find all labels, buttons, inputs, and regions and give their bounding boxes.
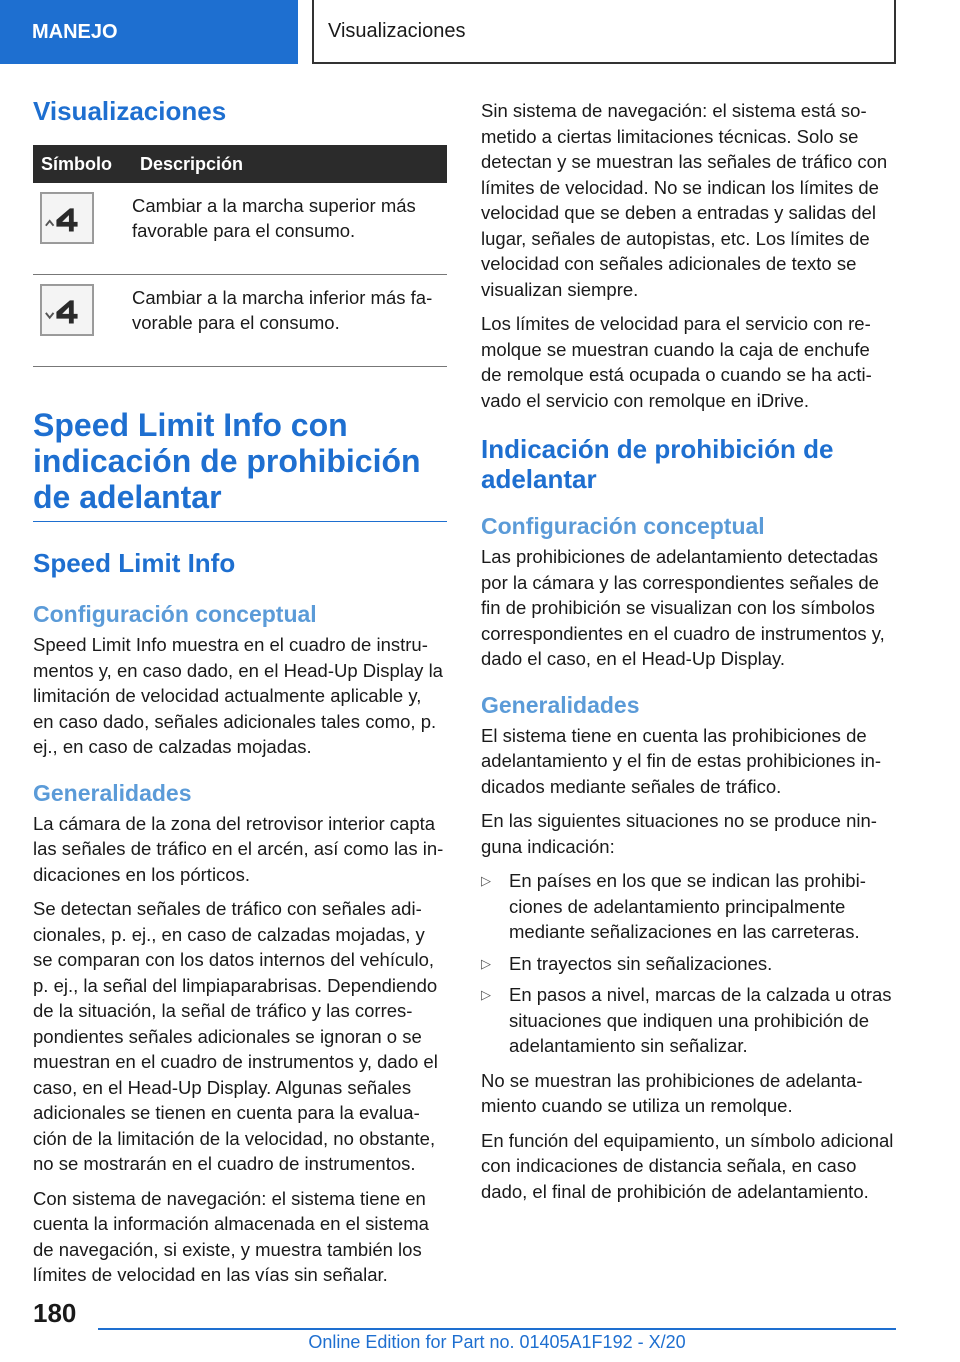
col-symbol-header: Símbolo (33, 145, 132, 183)
trailer-paragraph: Los límites de velocidad para el servicio con remolque se muestran cuando la caja de enchufe de remolque está ocupada o cuando se ha activado el servicio con remolque en iDrive. (481, 313, 872, 411)
triangle-bullet-icon: ▷ (481, 955, 491, 971)
config-paragraph: Speed Limit Info muestra en el cuadro de instrumentos y, en caso dado, en el Head-Up Display la limitación de velocidad actualmente aplicable y, en caso dado, señales adicionales tales como, p. ej., en caso de calzadas mojadas. (33, 634, 443, 758)
footer-divider (98, 1328, 896, 1330)
general-paragraph: El sistema tiene en cuenta las prohibiciones de adelantamiento y el fin de estas prohibiciones indicados mediante señales de tráfico. (481, 724, 882, 797)
main-heading: Speed Limit Info con indicación de prohibición de adelantar (33, 407, 447, 522)
general-paragraph: Con sistema de navegación: el sistema tiene en cuenta la información almacenada en el sistema de navegación, si existe, y muestra también los límites de velocidad en las vías sin señalar. (33, 1187, 429, 1286)
triangle-bullet-icon: ▷ (481, 987, 491, 1002)
visualizaciones-heading: Visualizaciones (33, 96, 227, 126)
row-description: Cambiar a la marcha inferior más favorable para el consumo. (132, 275, 447, 367)
navigation-paragraph: Sin sistema de navegación: el sistema está sometido a ciertas limitaciones técnicas. Solo se detectan y se muestran las señales de tráfico con límites de velocidad. No se indican los límites de velocidad que se deben a entradas y salidas del lugar, señales de autopistas, etc. Los límites de velocidad con señales adicionales de texto se visualizan siempre. (481, 100, 888, 300)
general-paragraph: Se detectan señales de tráfico con señales adicionales, p. ej., en caso de calzadas mojadas, y se comparan con los datos internos del vehículo, p. ej., la señal del limpiaparabrisas. Dependiendo de la situación, la señal de tráfico y las correspondientes señales adicionales se ignoran o se muestran en el cuadro de instrumentos y, dado el caso, en el Head-Up Display. Algunas señales adicionales se tienen en cuenta para la evaluación de la limitación de la velocidad, no obstante, no se mostrarán en el cuadro de instrumentos. (33, 898, 438, 1175)
shift-up-gear-icon (40, 192, 94, 244)
no-overtaking-heading: Indicación de prohibición de adelantar (481, 434, 834, 494)
table-row (33, 275, 447, 367)
edition-footer: Online Edition for Part no. 01405A1F192 - X/20 (308, 1332, 686, 1352)
row-description: Cambiar a la marcha superior más favorable para el consumo. (132, 183, 447, 275)
situations-list (481, 868, 895, 1059)
general-heading: Generalidades (481, 691, 640, 718)
config-paragraph: Las prohibiciones de adelantamiento detectadas por la cámara y las correspondientes señales de fin de prohibición se visualizan con los símbolos correspondientes en el cuadro de instrumentos y, dado el caso, en el Head-Up Display. (481, 546, 885, 669)
general-paragraph: En las siguientes situaciones no se produce ninguna indicación: (481, 810, 877, 857)
col-description-header: Descripción (132, 145, 447, 183)
triangle-bullet-icon: ▷ (481, 873, 491, 888)
symbols-table (33, 145, 447, 367)
list-item: ▷ En trayectos sin señalizaciones. (481, 951, 895, 977)
general-paragraph: No se muestran las prohibiciones de adelantamiento cuando se utiliza un remolque. (481, 1069, 863, 1116)
shift-down-gear-icon (40, 284, 94, 336)
page-number: 180 (33, 1298, 77, 1328)
general-paragraph: La cámara de la zona del retrovisor interior capta las señales de tráfico en el arcén, así como las indicaciones en los pórticos. (33, 812, 444, 885)
config-heading: Configuración conceptual (481, 513, 765, 539)
header-title: Visualizaciones (312, 0, 896, 64)
section-tab: MANEJO (0, 0, 298, 64)
right-column (481, 98, 895, 1213)
list-item: ▷ En países en los que se indican las prohibiciones de adelantamiento principalmente mediante señalizaciones en las carreteras. (481, 870, 866, 942)
list-item: ▷ En pasos a nivel, marcas de la calzada u otras situaciones que indiquen una prohibición de adelantamiento sin señalizar. (481, 984, 892, 1056)
general-heading: Generalidades (33, 779, 192, 806)
config-heading: Configuración conceptual (33, 601, 317, 628)
speed-limit-info-heading: Speed Limit Info (33, 548, 236, 579)
table-row (33, 183, 447, 275)
general-paragraph: En función del equipamiento, un símbolo adicional con indicaciones de distancia señala, en caso dado, el final de prohibición de adelantamiento. (481, 1129, 894, 1202)
left-column (33, 96, 447, 1297)
